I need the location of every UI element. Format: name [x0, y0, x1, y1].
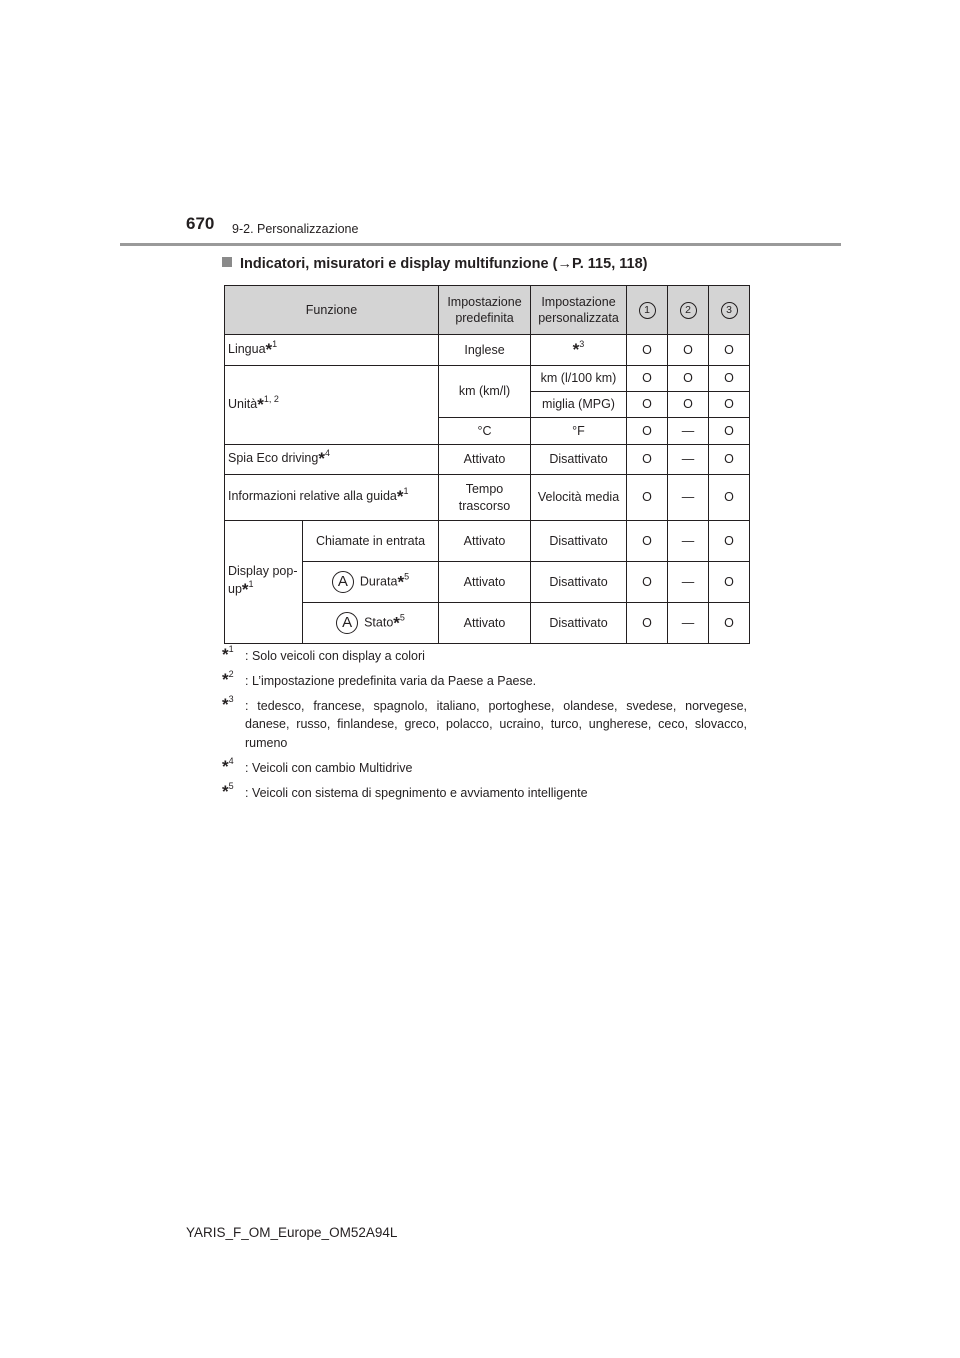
footnote-star: * [393, 613, 400, 633]
custom-value: Disattivato [531, 603, 627, 644]
custom-value [531, 335, 627, 366]
heading-text: Indicatori, misuratori e display multifunzione ( [240, 256, 558, 272]
footnote-marker [222, 668, 234, 693]
function-label: Lingua [228, 341, 266, 356]
footnote-item [222, 669, 747, 690]
column-3-value: O [709, 335, 750, 366]
footnote-ref: 4 [324, 448, 330, 459]
circled-2-icon: 2 [680, 302, 697, 319]
footnote-ref: 5 [404, 571, 410, 582]
footnote-star: * [222, 645, 229, 664]
default-value: km (km/l) [439, 366, 531, 418]
default-value: °C [439, 418, 531, 445]
footnote-star: * [265, 339, 273, 359]
heading-page-ref: P. 115, 118) [571, 256, 648, 272]
footnote-star: * [396, 487, 404, 507]
footnote-star: * [222, 670, 229, 690]
column-3-value: O [709, 603, 750, 644]
header-divider [120, 243, 841, 246]
default-value: Attivato [439, 521, 531, 562]
footnote-star: * [318, 449, 325, 469]
default-value: Inglese [439, 335, 531, 366]
column-1-value: O [627, 335, 668, 366]
function-label: Unità [228, 396, 258, 411]
footnote-star: * [397, 572, 405, 592]
column-1-value: O [627, 392, 668, 418]
footnote-ref: 1 [248, 579, 254, 590]
header-column-1 [627, 286, 668, 335]
header-default: Impostazione predefinita [439, 286, 531, 335]
footnote-item [222, 644, 747, 665]
page-number: 670 [186, 214, 215, 233]
column-2-value: — [668, 418, 709, 445]
column-3-value: O [709, 445, 750, 475]
table-row-unita-1 [225, 366, 750, 392]
default-value: Attivato [439, 562, 531, 603]
column-2-value: O [668, 366, 709, 392]
footnote-item [222, 755, 747, 777]
column-2-value: — [668, 475, 709, 521]
column-2-value: — [668, 603, 709, 644]
footnote-star: * [241, 580, 249, 600]
column-1-value: O [627, 445, 668, 475]
footnote-number: 5 [228, 780, 234, 791]
column-1-value: O [627, 366, 668, 392]
sub-function-label: Stato [364, 615, 394, 630]
header-custom: Impostazione personalizzata [531, 286, 627, 335]
table-row-eco [225, 445, 750, 475]
custom-value: Disattivato [531, 562, 627, 603]
table-row-popup-chiamate [225, 521, 750, 562]
column-3-value: O [709, 392, 750, 418]
column-3-value: O [709, 418, 750, 445]
column-3-value: O [709, 521, 750, 562]
custom-value: Disattivato [531, 521, 627, 562]
function-cell [225, 521, 303, 644]
default-value: Attivato [439, 445, 531, 475]
custom-value: Disattivato [531, 445, 627, 475]
function-cell [225, 445, 439, 475]
column-1-value: O [627, 562, 668, 603]
footnote-item [222, 694, 747, 751]
footnote-ref: 5 [399, 612, 405, 623]
table-row-guida [225, 475, 750, 521]
custom-value: °F [531, 418, 627, 445]
table-row-popup-stato [225, 603, 750, 644]
function-label: Display pop-up [228, 563, 298, 597]
footnote-star: * [222, 781, 229, 801]
arrow-icon: → [557, 256, 572, 272]
column-2-value: — [668, 521, 709, 562]
section-title: 9-2. Personalizzazione [232, 222, 359, 236]
circled-a-icon: A [332, 571, 354, 593]
column-1-value: O [627, 418, 668, 445]
circled-1-icon: 1 [639, 302, 656, 319]
column-2-value: O [668, 335, 709, 366]
column-2-value: — [668, 445, 709, 475]
footnote-star: * [222, 756, 229, 776]
square-bullet-icon [222, 257, 232, 267]
header-column-2 [668, 286, 709, 335]
footnote-number: 4 [228, 755, 234, 766]
footnote-marker [222, 755, 234, 780]
header-column-3 [709, 286, 750, 335]
default-value: Attivato [439, 603, 531, 644]
function-cell [225, 335, 439, 366]
sub-function-label: Chiamate in entrata [303, 521, 439, 562]
column-3-value: O [709, 475, 750, 521]
column-1-value: O [627, 521, 668, 562]
table-row-lingua [225, 335, 750, 366]
function-cell [225, 475, 439, 521]
column-2-value: O [668, 392, 709, 418]
footnote-star: * [572, 339, 580, 359]
function-label: Informazioni relative alla guida [228, 489, 397, 504]
custom-value: miglia (MPG) [531, 392, 627, 418]
footnote-ref: 3 [579, 338, 585, 349]
footnote-number: 3 [228, 694, 234, 705]
footnote-text: : Solo veicoli con display a colori [245, 649, 425, 663]
subsection-heading [222, 256, 647, 272]
document-footer: YARIS_F_OM_Europe_OM52A94L [186, 1225, 398, 1240]
default-value: Tempo trascorso [439, 475, 531, 521]
footnote-text: : Veicoli con sistema di spegnimento e avviamento intelligente [245, 785, 588, 800]
footnotes [222, 644, 747, 809]
function-cell [225, 366, 439, 445]
footnote-ref: 1, 2 [263, 393, 279, 404]
footnote-star: * [257, 394, 264, 414]
footnote-marker [222, 780, 234, 805]
footnote-marker [222, 693, 234, 718]
footnote-marker [222, 643, 234, 668]
footnote-text: : L’impostazione predefinita varia da Paese a Paese. [245, 674, 537, 689]
circled-3-icon: 3 [721, 302, 738, 319]
table-row-popup-durata [225, 562, 750, 603]
function-label: Spia Eco driving [228, 451, 319, 466]
footnote-number: 1 [228, 644, 234, 654]
footnote-ref: 1 [403, 486, 409, 497]
footnote-text: : tedesco, francese, spagnolo, italiano, portoghese, olandese, svedese, norvegese, danese, russo, finlandese, greco, polacco, ucraino, turco, ungherese, ceco, slovacco, rumeno [245, 699, 747, 750]
table-header-row [225, 286, 750, 335]
sub-function-cell [303, 562, 439, 603]
circled-a-icon: A [336, 612, 358, 634]
footnote-number: 2 [228, 669, 234, 680]
column-3-value: O [709, 366, 750, 392]
footnote-text: : Veicoli con cambio Multidrive [245, 760, 413, 775]
header-function: Funzione [225, 286, 439, 335]
column-1-value: O [627, 603, 668, 644]
sub-function-cell [303, 603, 439, 644]
column-1-value: O [627, 475, 668, 521]
settings-table [224, 285, 750, 644]
column-3-value: O [709, 562, 750, 603]
custom-value: km (l/100 km) [531, 366, 627, 392]
footnote-ref: 1 [272, 338, 278, 349]
footnote-item [222, 780, 747, 802]
footnote-star: * [222, 695, 229, 715]
sub-function-label: Durata [359, 574, 398, 589]
column-2-value: — [668, 562, 709, 603]
custom-value: Velocità media [531, 475, 627, 521]
